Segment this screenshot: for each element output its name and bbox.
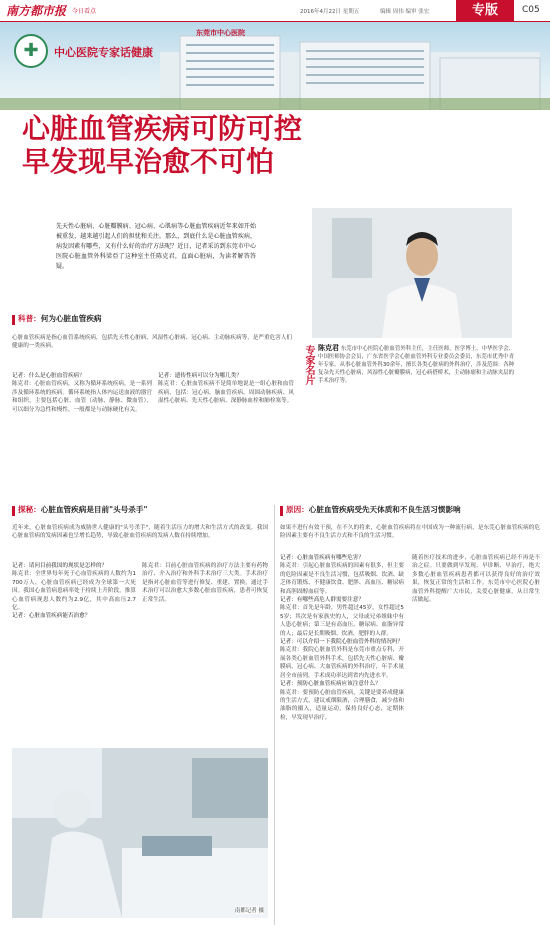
logo-sub: 今日看点 bbox=[72, 8, 97, 15]
qa1-col-left bbox=[12, 372, 152, 496]
qa3-a4: 陈克君：要预防心脏血管疾病，关键是要养成健康的生活方式。建议戒烟限酒，合理膳食，减少盐和油脂的摄入，适量运动，保持良好心态，定期体检，早发现早治疗。 bbox=[280, 689, 404, 721]
qa3-col-right bbox=[412, 554, 540, 920]
sec3-title: 心脏血管疾病受先天体质和不良生活习惯影响 bbox=[308, 505, 461, 514]
sec1-heading bbox=[18, 314, 102, 324]
qa2-q1: 记者：请问目前我国的现状是怎样的？ bbox=[12, 563, 108, 569]
sec3-intro: 如果不进行有效干预，在不久的将来，心脏血管疾病将在中国成为一种流行病，是东莞心脏血管疾病的危险因素主要有不良生活方式和不良的生活习惯。 bbox=[280, 525, 540, 540]
newspaper-logo: 南方都市报 bbox=[6, 4, 67, 18]
sec1-label: 科普： bbox=[18, 314, 41, 323]
qa3-a3: 陈克君：我院心脏血管外科是东莞市重点专科，开展各类心脏血管外科手术，包括先天性心脏病、瓣膜病、冠心病、大血管疾病的外科治疗，年手术量居全市前列，手术成功率达到省内先进水平。 bbox=[280, 647, 404, 679]
sec2-intro: 近年来，心脏血管疾病成为威胁世人健康的"头号杀手"，随着生活压力的增大和生活方式的改变，我国心脏血管病的发病因素也呈增长趋势，导致心脏血管疾病的发病人数在持续增加。 bbox=[12, 525, 268, 540]
surgery-photo bbox=[12, 748, 268, 918]
qa1-a1: 陈克君：心脏血管疾病，又称为循环系统疾病，是一系列涉及循环系统的疾病。循环系统指人体内运送血液的器官和组织，主要包括心脏、血管（动脉、静脉、微血管），可以细分为急性和慢性，一般都是与动脉硬化有关。 bbox=[12, 381, 152, 413]
headline-line1: 心脏血管疾病可防可控 bbox=[22, 112, 303, 145]
qa2-col-right bbox=[142, 562, 268, 744]
qa1-q2: 记者：遗传性病可以分为哪几类？ bbox=[158, 373, 242, 379]
sec2-title: 心脏血管疾病是目前"头号杀手" bbox=[40, 505, 148, 514]
headline-line2: 早发现早治愈不可怕 bbox=[22, 145, 275, 178]
section-badge bbox=[456, 0, 514, 22]
building-sign: 东莞市中心医院 bbox=[196, 29, 245, 37]
qa2-q2: 记者：心脏血管疾病能否治愈？ bbox=[12, 613, 91, 620]
closing-paragraph: 随着医疗技术的进步，心脏血管疾病已经不再是不治之症。只要做到早发现、早诊断、早治疗，绝大多数心脏血管疾病患者都可以获得良好的治疗效果，恢复正常的生活和工作。东莞市中心医院心脏血管外科提醒广大市民，关爱心脏健康，从日常生活做起。 bbox=[412, 555, 540, 604]
sec1-bar bbox=[12, 315, 15, 325]
section-label: 专版 bbox=[471, 3, 498, 18]
sec3-bar bbox=[280, 506, 283, 516]
sec3-heading bbox=[286, 505, 461, 515]
expert-photo bbox=[312, 208, 512, 338]
surgery-scene-image bbox=[12, 748, 268, 918]
issue-date: 2016年4月22日 星期五 bbox=[300, 9, 360, 15]
intro-paragraph: 先天性心脏病、心脏瓣膜病、冠心病、心肌病等心脏血管疾病近年来如开始被重发，越来越引起人们的担忧和关注。那么，到底什么是心脏血管疾病，病发因素有哪些，又有什么好的治疗方法呢？近日，记者采访到东莞市中心医院心脏血管外科梁亞了这种室主任陈克君，直面心脏病，为读者解答答疑。 bbox=[56, 223, 256, 270]
sec1-title: 何为心脏血管疾病 bbox=[40, 314, 102, 323]
hospital-logo-icon: ✚ bbox=[14, 34, 48, 68]
qa2-col-left bbox=[12, 562, 136, 744]
sec3-label: 原因： bbox=[286, 505, 309, 514]
qa1-col-right bbox=[158, 372, 294, 496]
sec2-bar bbox=[12, 506, 15, 516]
qa3-q4: 记者：预防心脏血管疾病应该注意什么？ bbox=[280, 681, 381, 688]
qa2-a1: 陈克君：全世界每年死于心血管疾病的人数约为1700万人，心脏血管疾病已经成为全球第一大死因。我国心血管病患病率处于持续上升阶段，推算心血管病现患人数约为2.9亿，其中高血压2.7亿。 bbox=[12, 571, 136, 612]
qa3-a2: 陈克君：首先是年龄，男性超过45岁，女性超过55岁；其次是有家族史的人，父母或兄弟姐妹中有人患心脏病；第三是有高血压、糖尿病、血脂异常的人；最后是长期吸烟、饮酒、肥胖的人群。 bbox=[280, 605, 404, 637]
qa3-q2: 记者：有哪些高危人群需要注意？ bbox=[280, 597, 364, 604]
column-divider bbox=[274, 505, 275, 925]
qa3-q1: 记者：心脏血管疾病有哪些危害？ bbox=[280, 555, 364, 561]
headline bbox=[22, 112, 442, 178]
qa1-q1: 记者：什么是心脏血管疾病？ bbox=[12, 373, 85, 379]
qa2-a2: 陈克君：目前心脏血管疾病的治疗方法主要有药物治疗、介入治疗和外科手术治疗三大类。手术治疗是指对心脏血管等进行修复、重建、置换，通过手术治疗可以治愈大多数心脏血管疾病，患者可恢复正常生活。 bbox=[142, 563, 268, 603]
expert-bio-text: 东莞市中心医院心脏血管外科主任，主任医师，医学博士，中华医学会、中国医师协会会员，广东省医学会心脏血管外科专业委员会委员，东莞市优秀中青年专家。从事心脏血管外科30余年，擅长各类心脏病的外科治疗，涉及范围：各种复杂先天性心脏病，风湿性心脏瓣膜病，冠心病搭桥术，主动脉瘤和主动脉夹层的手术治疗等。 bbox=[318, 346, 514, 384]
expert-tag-label: 专家名片 bbox=[303, 345, 314, 385]
expert-portrait-image bbox=[312, 208, 512, 338]
expert-name: 陈克君 bbox=[318, 344, 340, 352]
editors: 编辑 周伟 编审 张宏 bbox=[380, 9, 430, 15]
page-number: C05 bbox=[522, 5, 540, 15]
expert-bio bbox=[318, 344, 514, 424]
sec2-heading bbox=[18, 505, 147, 515]
sec2-label: 探秘： bbox=[18, 505, 41, 514]
hospital-expert-title: 中心医院专家话健康 bbox=[54, 46, 153, 59]
hero-banner bbox=[0, 22, 550, 110]
qa3-col-left bbox=[280, 554, 404, 920]
photo-credit: 南都记者 摄 bbox=[234, 908, 264, 914]
masthead bbox=[0, 0, 550, 22]
sec1-paragraph: 心脏血管疾病是指心血管系统疾病，包括先天性心脏病、风湿性心脏病、冠心病、主动脉疾病等，是严重危害人们健康的一类疾病。 bbox=[12, 335, 292, 350]
qa3-q3: 记者：可以介绍一下我院心脏血管外科的情况吗？ bbox=[280, 639, 404, 646]
hospital-building-image bbox=[0, 22, 550, 110]
qa3-a1: 陈克君：引起心脏血管疾病的因素有很多，但主要的危险因素是不良生活习惯，包括吸烟、饮酒、缺乏体育锻炼、不健康饮食、肥胖、高血压、糖尿病和高胆固醇血症等。 bbox=[280, 563, 404, 595]
qa1-a2: 陈克君：心脏血管疾病不是简单地说是一组心脏和血管疾病，包括：冠心病、脑血管疾病、周围动脉疾病、风湿性心脏病、先天性心脏病、深静脉血栓和肺栓塞等。 bbox=[158, 381, 294, 405]
expert-tag bbox=[300, 345, 314, 425]
